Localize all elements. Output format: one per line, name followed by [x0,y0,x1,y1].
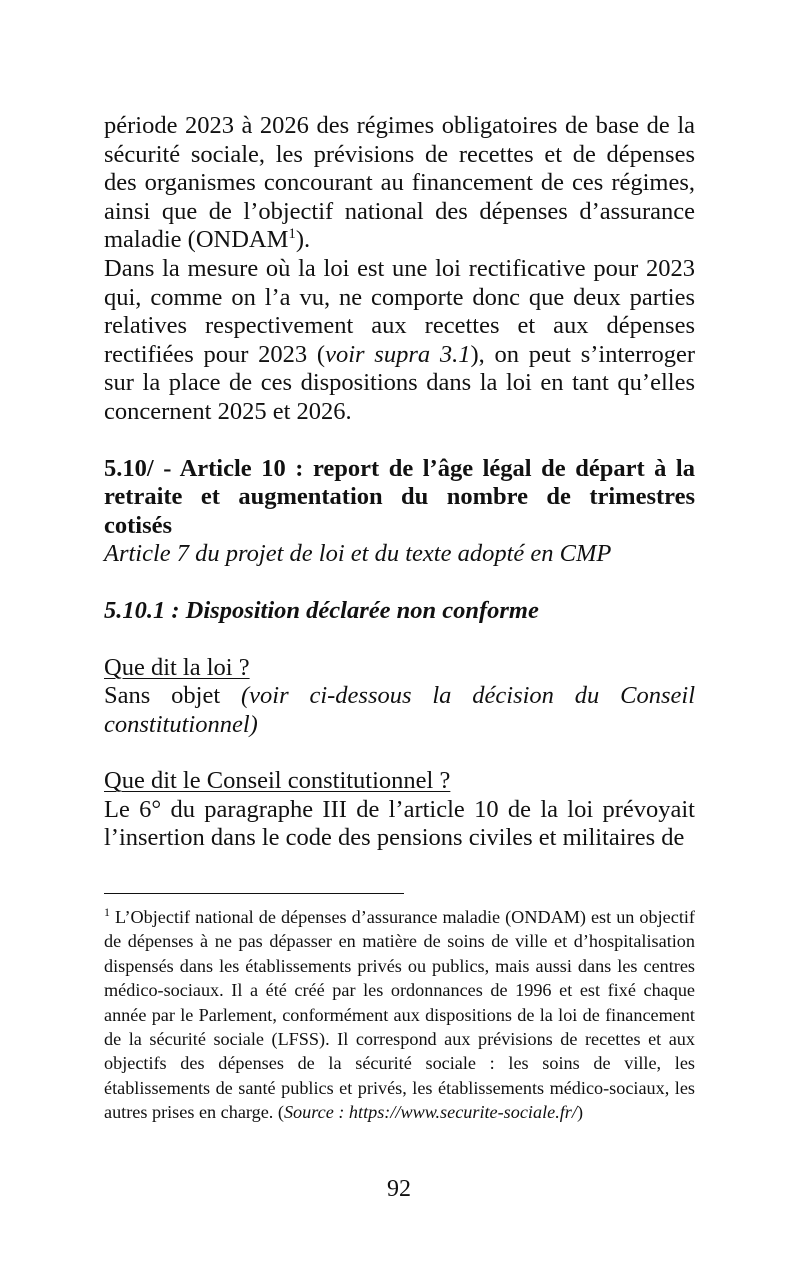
footnote-text: L’Objectif national de dépenses d’assurance maladie (ONDAM) est un objectif de dépenses à ne pas dépasser en matière de soins de ville et d’hospitalisation dispensés dans les établissements privés ou publics, mais aussi dans les centres médico-sociaux. Il a été créé par les ordonnances de 1996 et est fixé chaque année par le Parlement, conformément aux dispositions de la loi de financement de la sécurité sociale (LFSS). Il correspond aux prévisions de recettes et aux objectifs des dépenses de la sécurité sociale : les soins de ville, les établissements de santé publics et privés, les établissements médico-sociaux, les autres prises en charge. ( [104,907,695,1123]
paragraph-text: ), on peut s’interroger sur la place de ces dispositions dans la loi en tant qu’elles concernent 2025 et 2026. [104,340,695,425]
question-heading-text: Que dit la loi ? [104,653,250,681]
footnote-marker: 1 [104,904,110,919]
answer-conseil: Le 6° du paragraphe III de l’article 10 de la loi prévoyait l’insertion dans le code des pensions civiles et militaires de [104,795,695,852]
question-heading-loi [104,654,695,683]
paragraph-text: ). [295,226,311,254]
footnote-source[interactable]: Source : https://www.securite-sociale.fr/ [283,1102,577,1123]
footnote-separator [104,893,404,894]
answer-loi [104,682,695,739]
footnote-ref[interactable]: 1 [288,226,296,243]
footnote-text-end: ) [576,1102,583,1123]
paragraph-text: période 2023 à 2026 des régimes obligatoires de base de la sécurité sociale, les prévisions de recettes et de dépenses des organismes concourant au financement de ces régimes, ainsi que de l’objectif national des dépenses d’assurance maladie (ONDAM [104,112,695,254]
section-subtitle: Article 7 du projet de loi et du texte adopté en CMP [104,540,612,568]
subsection-heading: 5.10.1 : Disposition déclarée non conforme [104,596,539,624]
paragraph-text: Dans la mesure où la loi est une loi rectificative pour 2023 qui, comme on l’a vu, ne comporte donc que deux parties relatives respectivement aux recettes et aux dépenses rectifiées pour 2023 ( [104,254,695,368]
question-heading-conseil [104,767,695,796]
page-number: 92 [387,1176,411,1202]
cross-reference: voir supra 3.1 [325,340,471,368]
footnote [104,905,695,1125]
question-heading-text: Que dit le Conseil constitutionnel ? [104,767,451,795]
page-body [104,112,695,853]
section-heading: 5.10/ - Article 10 : report de l’âge légal de départ à la retraite et augmentation du nombre de trimestres cotisés [104,454,695,539]
paragraph-rectificative [104,255,695,427]
answer-text: Sans objet [104,682,241,710]
paragraph-ondam [104,112,695,255]
answer-note: (voir ci-dessous la décision du Conseil constitutionnel) [104,682,695,738]
